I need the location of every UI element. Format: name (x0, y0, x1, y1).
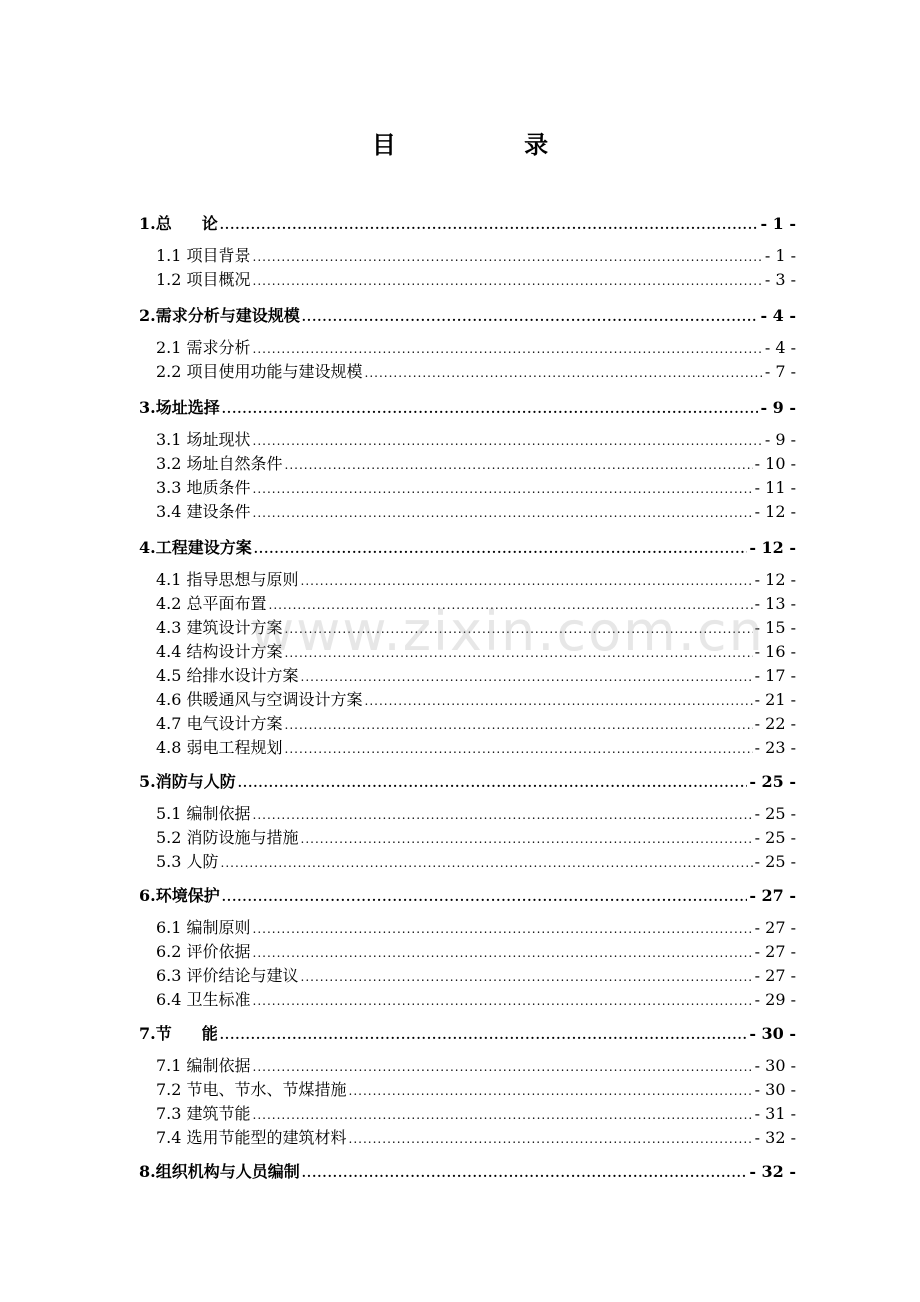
toc-label: 7.2 节电、节水、节煤措施 (156, 1080, 347, 1099)
toc-page-number: - 25 - (754, 804, 796, 823)
toc-page-number: - 30 - (754, 1056, 796, 1075)
toc-leader-dots (253, 477, 753, 501)
toc-leader-dots (301, 965, 753, 989)
toc-leader-dots (238, 771, 748, 795)
toc-chapter[interactable] (139, 770, 796, 794)
toc-label: 4.5 给排水设计方案 (156, 666, 299, 685)
toc-page-number: - 16 - (754, 642, 796, 661)
toc-chapter[interactable] (139, 1160, 796, 1184)
toc-page-number: - 27 - (749, 886, 796, 905)
toc-page-number: - 25 - (749, 772, 796, 791)
toc-section[interactable] (139, 500, 796, 524)
toc-label: 4.1 指导思想与原则 (156, 570, 299, 589)
toc-page-number: - 9 - (764, 430, 796, 449)
toc-label: 5.3 人防 (156, 852, 219, 871)
toc-page-number: - 27 - (754, 918, 796, 937)
toc-page-number: - 32 - (754, 1128, 796, 1147)
toc-section[interactable] (139, 592, 796, 616)
toc-section[interactable] (139, 850, 796, 874)
toc-page-number: - 17 - (754, 666, 796, 685)
toc-label: 3.3 地质条件 (156, 478, 251, 497)
toc-leader-dots (253, 1103, 753, 1127)
toc-section[interactable] (139, 688, 796, 712)
toc-section[interactable] (139, 428, 796, 452)
toc-page-number: - 23 - (754, 738, 796, 757)
toc-section[interactable] (139, 1078, 796, 1102)
toc-leader-dots (222, 397, 759, 421)
toc-leader-dots (253, 501, 753, 525)
toc-page-number: - 25 - (754, 852, 796, 871)
toc-leader-dots (285, 737, 753, 761)
toc-page-number: - 7 - (764, 362, 796, 381)
toc-page-number: - 10 - (754, 454, 796, 473)
toc-chapter[interactable] (139, 1022, 796, 1046)
toc-section[interactable] (139, 452, 796, 476)
toc-leader-dots (253, 269, 763, 293)
toc-leader-dots (365, 689, 753, 713)
toc-section[interactable] (139, 360, 796, 384)
toc-section[interactable] (139, 664, 796, 688)
toc-section[interactable] (139, 616, 796, 640)
toc-chapter[interactable] (139, 884, 796, 908)
toc-label: 2.2 项目使用功能与建设规模 (156, 362, 363, 381)
toc-section[interactable] (139, 916, 796, 940)
toc-label: 1.总 论 (139, 214, 218, 233)
toc-leader-dots (254, 537, 748, 561)
page-title: 目 录 (371, 131, 609, 159)
toc-label: 7.3 建筑节能 (156, 1104, 251, 1123)
toc-section[interactable] (139, 712, 796, 736)
toc-page-number: - 30 - (754, 1080, 796, 1099)
toc-page-number: - 4 - (760, 306, 796, 325)
toc-section[interactable] (139, 476, 796, 500)
toc-page-number: - 12 - (754, 570, 796, 589)
toc-leader-dots (253, 803, 753, 827)
toc-label: 4.3 建筑设计方案 (156, 618, 283, 637)
toc-section[interactable] (139, 640, 796, 664)
toc-label: 3.场址选择 (139, 398, 220, 417)
toc-label: 1.1 项目背景 (156, 246, 251, 265)
toc-label: 4.7 电气设计方案 (156, 714, 283, 733)
toc-label: 4.8 弱电工程规划 (156, 738, 283, 757)
toc-section[interactable] (139, 1126, 796, 1150)
toc-label: 3.2 场址自然条件 (156, 454, 283, 473)
toc-leader-dots (253, 941, 753, 965)
toc-chapter[interactable] (139, 396, 796, 420)
toc-label: 3.1 场址现状 (156, 430, 251, 449)
toc-leader-dots (285, 453, 753, 477)
toc-label: 5.消防与人防 (139, 772, 236, 791)
toc-section[interactable] (139, 1054, 796, 1078)
toc-page-number: - 32 - (749, 1162, 796, 1181)
toc-leader-dots (253, 245, 763, 269)
toc-section[interactable] (139, 802, 796, 826)
toc-leader-dots (349, 1079, 753, 1103)
toc-leader-dots (302, 1161, 748, 1185)
toc-page-number: - 27 - (754, 942, 796, 961)
toc-section[interactable] (139, 988, 796, 1012)
toc-page-number: - 31 - (754, 1104, 796, 1123)
toc-page-number: - 4 - (764, 338, 796, 357)
toc-label: 3.4 建设条件 (156, 502, 251, 521)
toc-leader-dots (349, 1127, 753, 1151)
toc-page-number: - 27 - (754, 966, 796, 985)
toc-label: 8.组织机构与人员编制 (139, 1162, 300, 1181)
toc-section[interactable] (139, 940, 796, 964)
toc-leader-dots (365, 361, 763, 385)
toc-page-number: - 1 - (764, 246, 796, 265)
toc-label: 7.节 能 (139, 1024, 218, 1043)
toc-page-number: - 11 - (754, 478, 796, 497)
toc-page-number: - 30 - (749, 1024, 796, 1043)
toc-page-number: - 22 - (754, 714, 796, 733)
toc-page-number: - 29 - (754, 990, 796, 1009)
toc-label: 4.4 结构设计方案 (156, 642, 283, 661)
toc-leader-dots (253, 989, 753, 1013)
toc-chapter[interactable] (139, 536, 796, 560)
toc-section[interactable] (139, 268, 796, 292)
toc-label: 6.环境保护 (139, 886, 220, 905)
toc-leader-dots (253, 1055, 753, 1079)
toc-section[interactable] (139, 1102, 796, 1126)
toc-chapter[interactable] (139, 212, 796, 236)
toc-leader-dots (301, 827, 753, 851)
toc-leader-dots (269, 593, 753, 617)
toc-label: 4.6 供暖通风与空调设计方案 (156, 690, 363, 709)
toc-leader-dots (285, 617, 753, 641)
toc-label: 6.1 编制原则 (156, 918, 251, 937)
toc-section[interactable] (139, 568, 796, 592)
toc-label: 5.1 编制依据 (156, 804, 251, 823)
toc-label: 7.1 编制依据 (156, 1056, 251, 1075)
toc-section[interactable] (139, 336, 796, 360)
toc-page-number: - 12 - (749, 538, 796, 557)
toc-section[interactable] (139, 826, 796, 850)
toc-page-number: - 9 - (760, 398, 796, 417)
toc-leader-dots (302, 305, 759, 329)
toc-leader-dots (220, 1023, 748, 1047)
toc-leader-dots (253, 917, 753, 941)
toc-page-number: - 1 - (760, 214, 796, 233)
toc-label: 4.2 总平面布置 (156, 594, 267, 613)
toc-leader-dots (253, 429, 763, 453)
toc-label: 4.工程建设方案 (139, 538, 252, 557)
toc-label: 1.2 项目概况 (156, 270, 251, 289)
toc-page-number: - 25 - (754, 828, 796, 847)
toc-label: 6.2 评价依据 (156, 942, 251, 961)
toc-label: 2.需求分析与建设规模 (139, 306, 300, 325)
toc-label: 5.2 消防设施与措施 (156, 828, 299, 847)
toc-page-number: - 13 - (754, 594, 796, 613)
toc-page-number: - 15 - (754, 618, 796, 637)
toc-leader-dots (222, 885, 748, 909)
toc-leader-dots (285, 713, 753, 737)
toc-section[interactable] (139, 736, 796, 760)
toc-section[interactable] (139, 964, 796, 988)
toc-section[interactable] (139, 244, 796, 268)
toc-page-number: - 12 - (754, 502, 796, 521)
watermark: www.zixin.com.cn (250, 600, 765, 663)
toc-leader-dots (253, 337, 763, 361)
toc-page-number: - 21 - (754, 690, 796, 709)
toc-label: 6.4 卫生标准 (156, 990, 251, 1009)
toc-leader-dots (285, 641, 753, 665)
toc-leader-dots (301, 665, 753, 689)
toc-chapter[interactable] (139, 304, 796, 328)
toc-leader-dots (301, 569, 753, 593)
toc-leader-dots (220, 213, 759, 237)
toc-label: 7.4 选用节能型的建筑材料 (156, 1128, 347, 1147)
toc-page-number: - 3 - (764, 270, 796, 289)
toc-leader-dots (221, 851, 753, 875)
toc-label: 2.1 需求分析 (156, 338, 251, 357)
toc-label: 6.3 评价结论与建议 (156, 966, 299, 985)
